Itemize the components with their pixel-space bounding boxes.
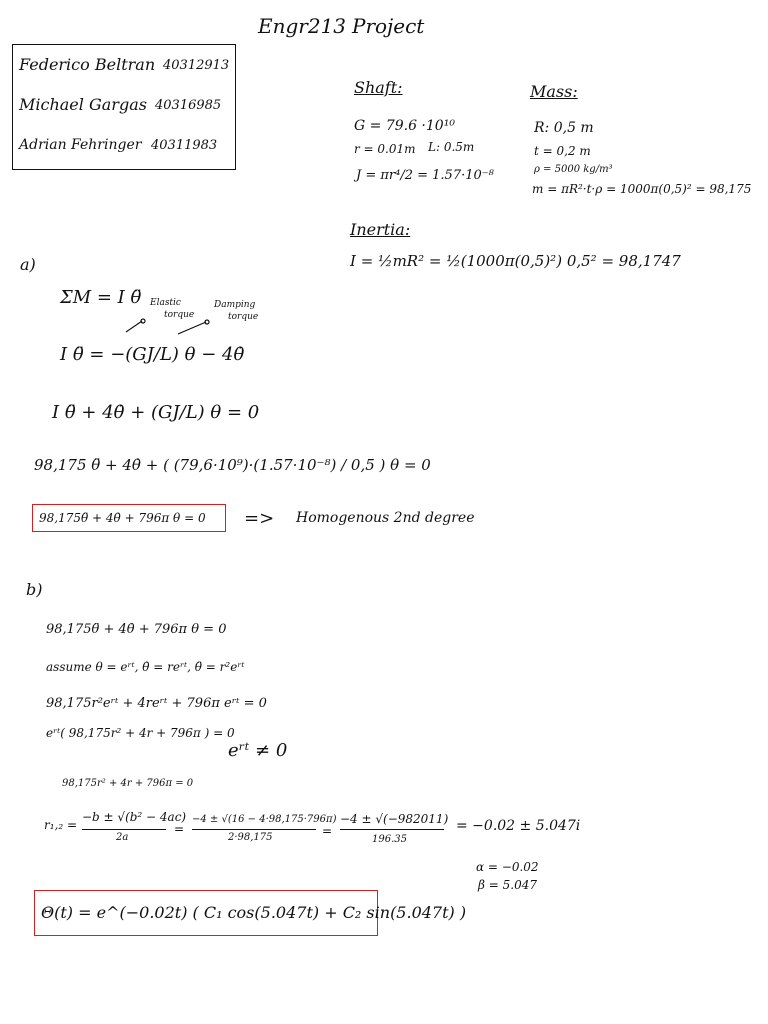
damping-label: torque bbox=[228, 312, 259, 322]
boxed-solution bbox=[34, 890, 467, 936]
project-title: Project bbox=[352, 14, 425, 38]
b-characteristic: 98,175r² + 4r + 796π = 0 bbox=[62, 778, 194, 789]
alpha-value: α = −0.02 bbox=[476, 860, 539, 874]
mass-rho: ρ = 5000 kg/m³ bbox=[534, 164, 613, 175]
mass-m: m = πR²·t·ρ = 1000π(0,5)² = 98,175 bbox=[532, 182, 752, 196]
formula-numerator: −4 ± √(−982011) bbox=[340, 812, 449, 826]
shaft-l: L: 0.5m bbox=[428, 140, 475, 154]
formula-numerator: −4 ± √(16 − 4·98,175·796π) bbox=[192, 814, 337, 825]
mass-heading: Mass: bbox=[530, 82, 578, 101]
shaft-g: G = 79.6 ·10¹⁰ bbox=[354, 118, 455, 134]
member-id: 40316985 bbox=[155, 98, 222, 113]
implies-arrow: => bbox=[244, 508, 275, 529]
course-title: Engr213 bbox=[258, 14, 347, 38]
inertia-heading: Inertia: bbox=[350, 220, 411, 239]
eom-eq: I θ̈ = −(GJ/L) θ − 4θ̇ bbox=[60, 344, 245, 365]
formula-denominator: 2·98,175 bbox=[228, 832, 273, 843]
elastic-label: Elastic bbox=[150, 298, 181, 308]
elastic-label: torque bbox=[164, 310, 195, 320]
member-name: Federico Beltran bbox=[19, 55, 156, 74]
formula-numerator: −b ± √(b² − 4ac) bbox=[82, 810, 187, 824]
beta-value: β = 5.047 bbox=[478, 878, 537, 892]
eq-sign: = bbox=[322, 824, 333, 838]
shaft-heading: Shaft: bbox=[354, 78, 403, 97]
eq-sign: = bbox=[174, 822, 185, 836]
eom-substituted: 98,175 θ̈ + 4θ̇ + ( (79,6·10⁹)·(1.57·10⁻⁸) / 0,5 ) θ = 0 bbox=[34, 456, 431, 474]
member-id: 40312913 bbox=[163, 58, 230, 73]
boxed-eq-text: 98,175θ̈ + 4θ̇ + 796π θ = 0 bbox=[39, 511, 206, 525]
sum-moments-eq: ΣM = I θ̈ bbox=[60, 287, 142, 308]
inertia-eq: I = ½mR² = ½(1000π(0,5)²) 0,5² = 98,1747 bbox=[350, 252, 681, 270]
roots-result: = −0.02 ± 5.047i bbox=[456, 818, 581, 834]
b-eq4: eʳᵗ( 98,175r² + 4r + 796π ) = 0 bbox=[46, 726, 235, 740]
eom-rearranged: I θ̈ + 4θ̇ + (GJ/L) θ = 0 bbox=[52, 402, 260, 423]
part-b-label: b) bbox=[26, 580, 43, 599]
part-a-label: a) bbox=[20, 255, 36, 274]
member-name: Adrian Fehringer bbox=[19, 137, 142, 153]
formula-denominator: 2a bbox=[116, 832, 129, 843]
b-assume: assume θ = eʳᵗ, θ̇ = reʳᵗ, θ̈ = r²eʳᵗ bbox=[46, 660, 245, 674]
general-solution: Θ(t) = e^(−0.02t) ( C₁ cos(5.047t) + C₂ sin(5.047t) ) bbox=[41, 903, 467, 922]
b-eq3: 98,175r²eʳᵗ + 4reʳᵗ + 796π eʳᵗ = 0 bbox=[46, 696, 267, 711]
fraction-bar bbox=[340, 829, 444, 830]
boxed-equation-a bbox=[32, 504, 226, 532]
fraction-bar bbox=[192, 829, 316, 830]
shaft-j: J = πr⁴/2 = 1.57·10⁻⁸ bbox=[356, 168, 494, 183]
member-id: 40311983 bbox=[151, 138, 218, 153]
fraction-bar bbox=[82, 829, 166, 830]
formula-denominator: 196.35 bbox=[372, 834, 407, 845]
mass-r: R: 0,5 m bbox=[534, 120, 594, 136]
shaft-r: r = 0.01m bbox=[354, 142, 416, 156]
homogenous-note: Homogenous 2nd degree bbox=[296, 510, 475, 526]
member-name: Michael Gargas bbox=[19, 95, 147, 114]
b-exp-nonzero: eʳᵗ ≠ 0 bbox=[228, 740, 288, 761]
b-eq1: 98,175θ̈ + 4θ̇ + 796π θ = 0 bbox=[46, 622, 227, 637]
roots-lhs: r₁,₂ = bbox=[44, 818, 78, 832]
mass-t: t = 0,2 m bbox=[534, 144, 591, 158]
damping-label: Damping bbox=[214, 300, 256, 310]
